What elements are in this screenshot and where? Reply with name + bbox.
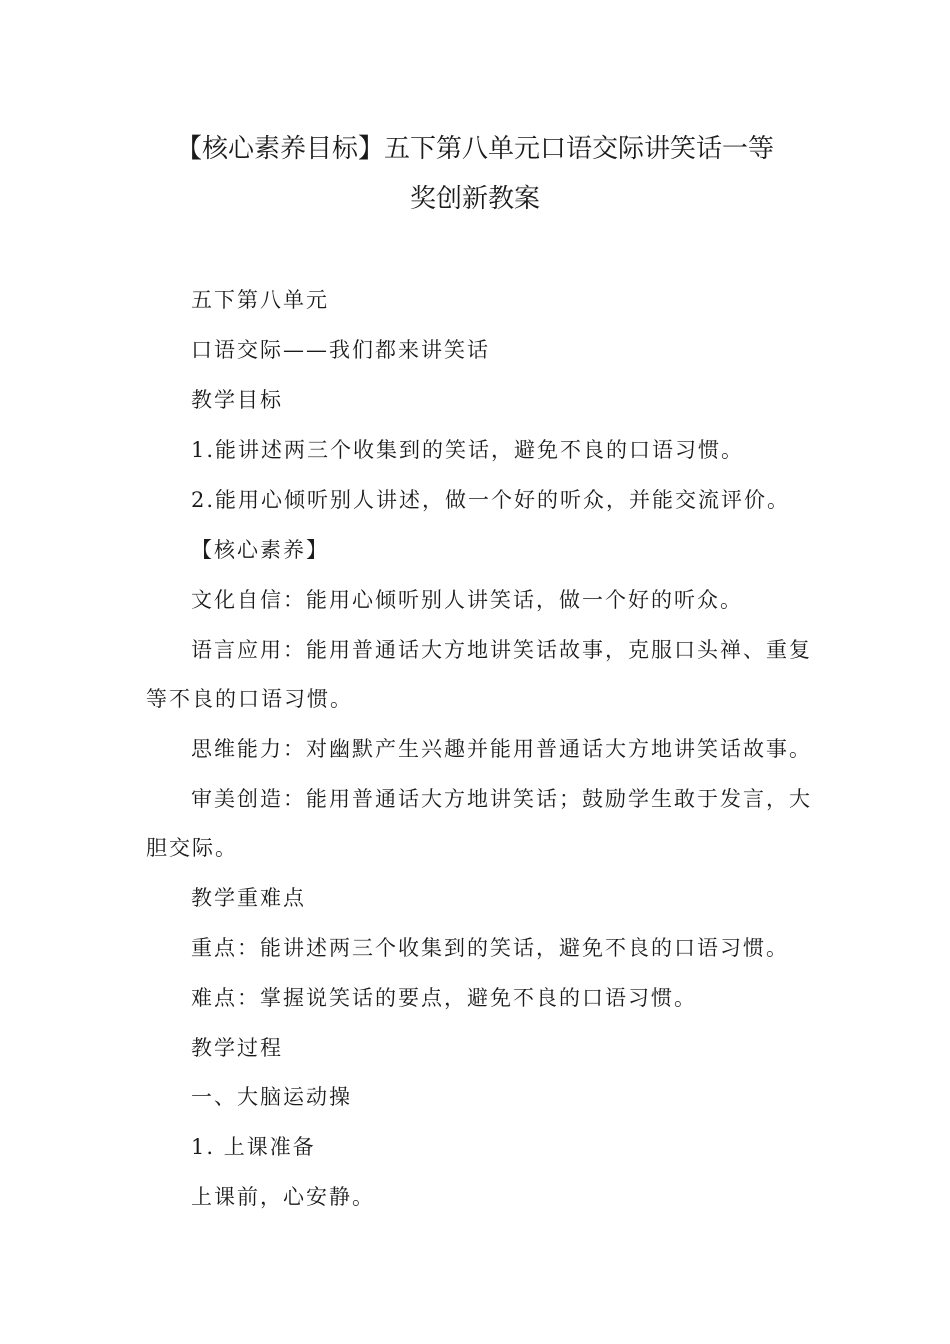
difficult-point: 难点：掌握说笑话的要点，避免不良的口语习惯。 [191,986,697,1010]
goal-item-2: 2.能用心倾听别人讲述，做一个好的听众，并能交流评价。 [191,488,791,512]
core-literacy-language-application: 语言应用：能用普通话大方地讲笑话故事，克服口头禅、重复 [191,638,812,662]
core-literacy-aesthetic-creation: 审美创造：能用普通话大方地讲笑话；鼓励学生敢于发言，大 [191,787,812,811]
section-heading-process: 教学过程 [191,1036,283,1060]
process-substep-1: 1. 上课准备 [191,1135,316,1159]
section-heading-goals: 教学目标 [191,388,283,412]
process-step-1: 一、大脑运动操 [191,1085,352,1109]
key-point: 重点：能讲述两三个收集到的笑话，避免不良的口语习惯。 [191,936,789,960]
section-heading-core-literacy: 【核心素养】 [191,538,329,562]
core-literacy-cultural-confidence: 文化自信：能用心倾听别人讲笑话，做一个好的听众。 [191,588,743,612]
core-literacy-language-application-cont: 等不良的口语习惯。 [146,687,353,711]
core-literacy-thinking-ability: 思维能力：对幽默产生兴趣并能用普通话大方地讲笑话故事。 [191,737,812,761]
section-heading-key-points: 教学重难点 [191,886,306,910]
process-substep-1-text: 上课前，心安静。 [191,1185,375,1209]
unit-label: 五下第八单元 [191,288,329,312]
document-title-line-1: 【核心素养目标】五下第八单元口语交际讲笑话一等 [175,134,774,164]
document-title-line-2: 奖创新教案 [409,184,540,214]
lesson-title: 口语交际——我们都来讲笑话 [191,338,490,362]
goal-item-1: 1.能讲述两三个收集到的笑话，避免不良的口语习惯。 [191,438,745,462]
core-literacy-aesthetic-creation-cont: 胆交际。 [146,836,238,860]
